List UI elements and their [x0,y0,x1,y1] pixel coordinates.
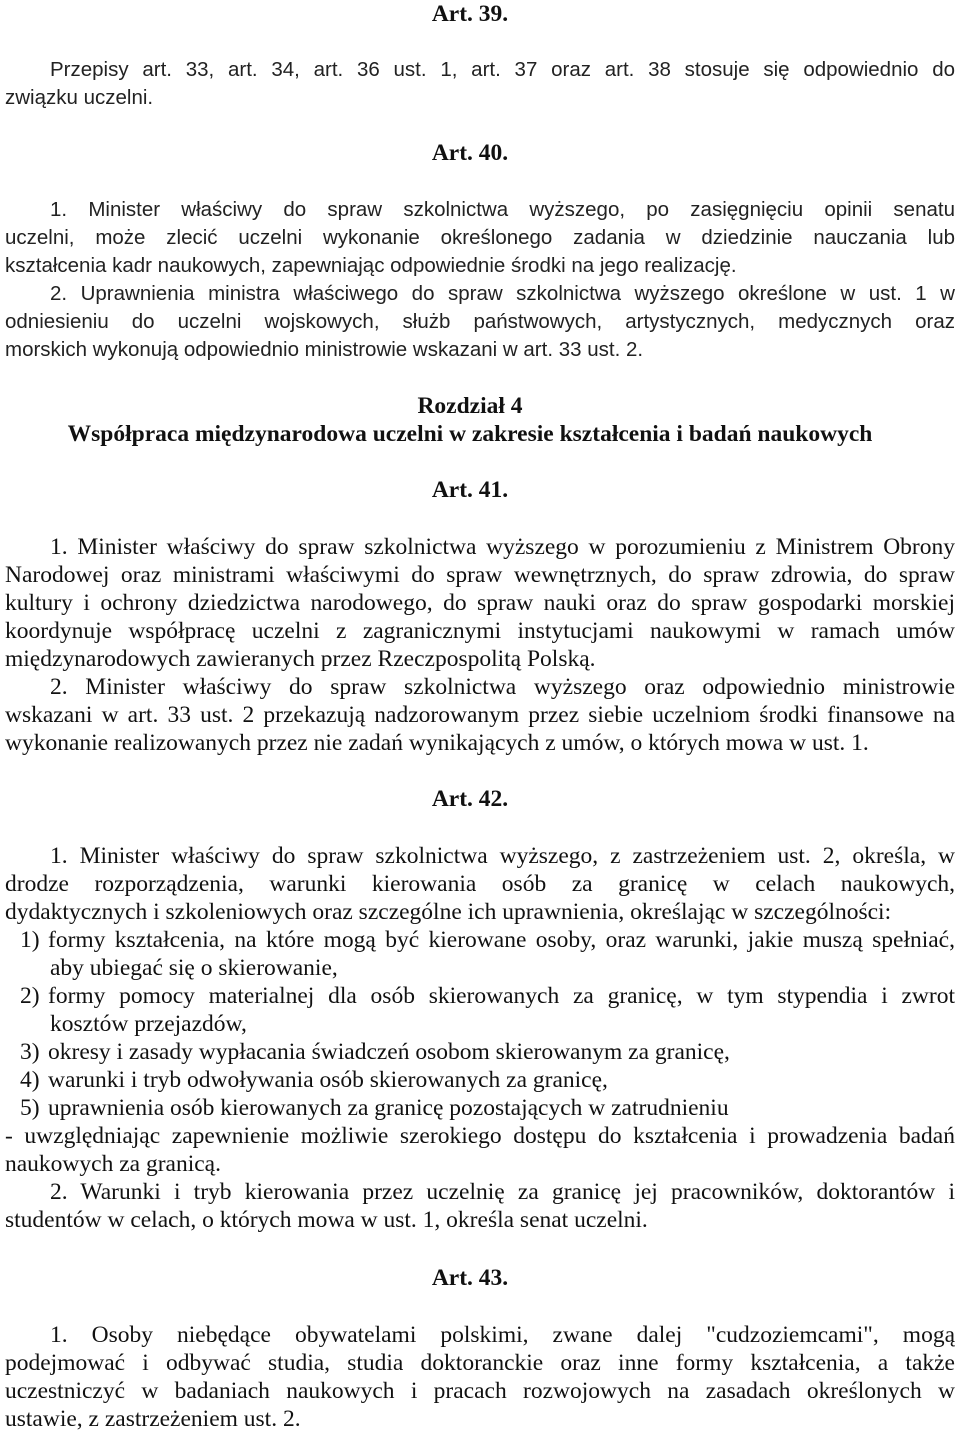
article-41-heading: Art. 41. [431,477,509,503]
list-item-text: warunki i tryb odwoływania osób skierowanych za granicę, [48,1067,608,1093]
article-42-heading: Art. 42. [431,786,509,812]
list-item-2 [5,982,955,1010]
text-line: morskich wykonują odpowiednio ministrowie wskazani w art. 33 ust. 2. [5,338,644,361]
article-41-text [5,533,955,757]
article-43-heading: Art. 43. [431,1265,509,1291]
text-line: Narodowej oraz ministrami właściwymi do spraw wewnętrznych, do spraw zdrowia, do spraw [5,562,955,588]
list-item-text: okresy i zasady wypłacania świadczeń osobom skierowanym za granicę, [48,1039,730,1065]
list-item-text: formy kształcenia, na które mogą być kierowane osoby, oraz warunki, jakie muszą spełniać, [48,927,955,953]
text-line: drodze rozporządzenia, warunki kierowania osób za granicę w celach naukowych, [5,871,955,897]
text-line: uczelni, może zlecić uczelni wykonanie określonego zadania w dziedzinie nauczania lub [5,226,955,249]
article-40-heading: Art. 40. [431,140,509,166]
article-42-text [5,842,955,1234]
list-item-number: 4) [20,1067,40,1093]
text-line: ustawie, z zastrzeżeniem ust. 2. [5,1406,301,1432]
text-line: Przepisy art. 33, art. 34, art. 36 ust. 1, art. 37 oraz art. 38 stosuje się odpowiednio do [50,58,955,81]
text-line: międzynarodowych zawieranych przez Rzeczpospolitą Polską. [5,646,596,672]
text-line: odniesieniu do uczelni wojskowych, służb państwowych, artystycznych, medycznych oraz [5,310,955,333]
text-line: 1. Minister właściwy do spraw szkolnictwa wyższego, z zastrzeżeniem ust. 2, określa, w [50,843,955,869]
text-line: 2. Minister właściwy do spraw szkolnictwa wyższego oraz odpowiednio ministrowie [50,674,955,700]
text-line: związku uczelni. [5,86,154,109]
article-39-heading: Art. 39. [431,1,509,27]
list-item-5 [5,1094,955,1122]
list-item-continuation: aby ubiegać się o skierowanie, [50,955,338,981]
article-39-text [5,56,955,112]
list-item-1 [5,926,955,954]
text-line: naukowych za granicą. [5,1151,221,1177]
list-item-text: formy pomocy materialnej dla osób skierowanych za granicę, w tym stypendia i zwrot [48,983,955,1009]
chapter-number: Rozdział 4 [417,393,523,419]
list-item-number: 1) [20,927,40,953]
text-line: 1. Osoby niebędące obywatelami polskimi, zwane dalej "cudzoziemcami", mogą [50,1322,955,1348]
list-item-number: 5) [20,1095,40,1121]
article-40-text [5,196,955,364]
list-item-3 [5,1038,955,1066]
text-line: studentów w celach, o których mowa w ust. 1, określa senat uczelni. [5,1207,648,1233]
text-line: - uwzględniając zapewnienie możliwie szerokiego dostępu do kształcenia i prowadzenia badań [5,1123,955,1149]
list-item-text: uprawnienia osób kierowanych za granicę pozostających w zatrudnieniu [48,1095,729,1121]
text-line: wskazani w art. 33 ust. 2 przekazują nadzorowanym przez siebie uczelniom środki finansowe na [5,702,955,728]
list-item-continuation: kosztów przejazdów, [50,1011,247,1037]
chapter-title: Współpraca międzynarodowa uczelni w zakresie kształcenia i badań naukowych [67,421,873,447]
article-43-text [5,1321,955,1433]
list-item-number: 2) [20,983,40,1009]
text-line: 1. Minister właściwy do spraw szkolnictwa wyższego w porozumieniu z Ministrem Obrony [50,534,955,560]
list-item-4 [5,1066,955,1094]
text-line: 2. Uprawnienia ministra właściwego do spraw szkolnictwa wyższego określone w ust. 1 w [50,282,955,305]
text-line: koordynuje współpracę uczelni z zagranicznymi instytucjami naukowymi w ramach umów [5,618,955,644]
text-line: podejmować i odbywać studia, studia doktoranckie oraz inne formy kształcenia, a także [5,1350,955,1376]
text-line: 2. Warunki i tryb kierowania przez uczelnię za granicę jej pracowników, doktorantów i [50,1179,955,1205]
text-line: kształcenia kadr naukowych, zapewniając odpowiednie środki na jego realizację. [5,254,737,277]
text-line: uczestniczyć w badaniach naukowych i pracach rozwojowych na zasadach określonych w [5,1378,955,1404]
text-line: dydaktycznych i szkoleniowych oraz szczególne ich uprawnienia, określając w szczególności: [5,899,892,925]
list-item-number: 3) [20,1039,40,1065]
text-line: kultury i ochrony dziedzictwa narodowego, do spraw nauki oraz do spraw gospodarki morskiej [5,590,955,616]
text-line: wykonanie realizowanych przez nie zadań wynikających z umów, o których mowa w ust. 1. [5,730,869,756]
text-line: 1. Minister właściwy do spraw szkolnictwa wyższego, po zasięgnięciu opinii senatu [50,198,955,221]
